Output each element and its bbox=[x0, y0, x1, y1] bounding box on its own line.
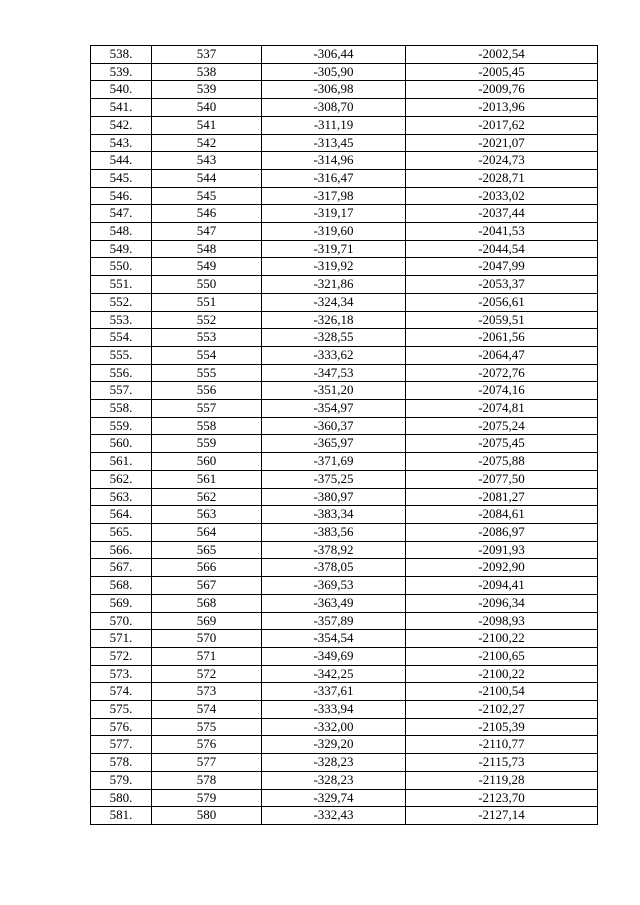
y-coordinate-cell: -2086,97 bbox=[406, 523, 598, 541]
x-coordinate-cell: -363,49 bbox=[262, 594, 406, 612]
row-number-cell: 558. bbox=[91, 400, 152, 418]
point-id-cell: 579 bbox=[152, 789, 262, 807]
point-id-cell: 546 bbox=[152, 205, 262, 223]
x-coordinate-cell: -333,62 bbox=[262, 346, 406, 364]
x-coordinate-cell: -369,53 bbox=[262, 577, 406, 595]
x-coordinate-cell: -365,97 bbox=[262, 435, 406, 453]
x-coordinate-cell: -328,23 bbox=[262, 771, 406, 789]
point-id-cell: 575 bbox=[152, 718, 262, 736]
row-number-cell: 574. bbox=[91, 683, 152, 701]
point-id-cell: 566 bbox=[152, 559, 262, 577]
y-coordinate-cell: -2127,14 bbox=[406, 807, 598, 825]
table-row bbox=[91, 329, 598, 347]
point-id-cell: 574 bbox=[152, 701, 262, 719]
row-number-cell: 545. bbox=[91, 169, 152, 187]
row-number-cell: 568. bbox=[91, 577, 152, 595]
row-number-cell: 543. bbox=[91, 134, 152, 152]
table-row bbox=[91, 665, 598, 683]
coordinates-table-body bbox=[91, 46, 598, 825]
table-row bbox=[91, 470, 598, 488]
table-row bbox=[91, 718, 598, 736]
table-row bbox=[91, 276, 598, 294]
table-row bbox=[91, 311, 598, 329]
table-row bbox=[91, 754, 598, 772]
point-id-cell: 557 bbox=[152, 400, 262, 418]
table-row bbox=[91, 541, 598, 559]
row-number-cell: 538. bbox=[91, 46, 152, 64]
point-id-cell: 547 bbox=[152, 223, 262, 241]
y-coordinate-cell: -2041,53 bbox=[406, 223, 598, 241]
x-coordinate-cell: -321,86 bbox=[262, 276, 406, 294]
table-row bbox=[91, 81, 598, 99]
x-coordinate-cell: -360,37 bbox=[262, 417, 406, 435]
row-number-cell: 572. bbox=[91, 647, 152, 665]
point-id-cell: 549 bbox=[152, 258, 262, 276]
row-number-cell: 550. bbox=[91, 258, 152, 276]
point-id-cell: 564 bbox=[152, 523, 262, 541]
x-coordinate-cell: -351,20 bbox=[262, 382, 406, 400]
x-coordinate-cell: -319,71 bbox=[262, 240, 406, 258]
table-row bbox=[91, 736, 598, 754]
y-coordinate-cell: -2044,54 bbox=[406, 240, 598, 258]
point-id-cell: 567 bbox=[152, 577, 262, 595]
table-row bbox=[91, 559, 598, 577]
x-coordinate-cell: -349,69 bbox=[262, 647, 406, 665]
x-coordinate-cell: -380,97 bbox=[262, 488, 406, 506]
x-coordinate-cell: -354,97 bbox=[262, 400, 406, 418]
y-coordinate-cell: -2053,37 bbox=[406, 276, 598, 294]
row-number-cell: 556. bbox=[91, 364, 152, 382]
table-row bbox=[91, 807, 598, 825]
y-coordinate-cell: -2074,16 bbox=[406, 382, 598, 400]
table-row bbox=[91, 630, 598, 648]
x-coordinate-cell: -319,92 bbox=[262, 258, 406, 276]
y-coordinate-cell: -2072,76 bbox=[406, 364, 598, 382]
row-number-cell: 557. bbox=[91, 382, 152, 400]
x-coordinate-cell: -308,70 bbox=[262, 99, 406, 117]
y-coordinate-cell: -2075,88 bbox=[406, 453, 598, 471]
table-row bbox=[91, 134, 598, 152]
row-number-cell: 560. bbox=[91, 435, 152, 453]
point-id-cell: 561 bbox=[152, 470, 262, 488]
table-row bbox=[91, 647, 598, 665]
y-coordinate-cell: -2005,45 bbox=[406, 63, 598, 81]
point-id-cell: 541 bbox=[152, 116, 262, 134]
y-coordinate-cell: -2021,07 bbox=[406, 134, 598, 152]
x-coordinate-cell: -319,60 bbox=[262, 223, 406, 241]
row-number-cell: 563. bbox=[91, 488, 152, 506]
table-row bbox=[91, 400, 598, 418]
point-id-cell: 569 bbox=[152, 612, 262, 630]
x-coordinate-cell: -306,98 bbox=[262, 81, 406, 99]
y-coordinate-cell: -2084,61 bbox=[406, 506, 598, 524]
table-row bbox=[91, 258, 598, 276]
row-number-cell: 541. bbox=[91, 99, 152, 117]
row-number-cell: 539. bbox=[91, 63, 152, 81]
table-row bbox=[91, 683, 598, 701]
point-id-cell: 570 bbox=[152, 630, 262, 648]
y-coordinate-cell: -2033,02 bbox=[406, 187, 598, 205]
y-coordinate-cell: -2100,54 bbox=[406, 683, 598, 701]
y-coordinate-cell: -2100,22 bbox=[406, 665, 598, 683]
table-row bbox=[91, 152, 598, 170]
point-id-cell: 556 bbox=[152, 382, 262, 400]
point-id-cell: 572 bbox=[152, 665, 262, 683]
row-number-cell: 580. bbox=[91, 789, 152, 807]
point-id-cell: 565 bbox=[152, 541, 262, 559]
row-number-cell: 570. bbox=[91, 612, 152, 630]
table-row bbox=[91, 240, 598, 258]
point-id-cell: 545 bbox=[152, 187, 262, 205]
y-coordinate-cell: -2024,73 bbox=[406, 152, 598, 170]
row-number-cell: 571. bbox=[91, 630, 152, 648]
point-id-cell: 580 bbox=[152, 807, 262, 825]
point-id-cell: 550 bbox=[152, 276, 262, 294]
y-coordinate-cell: -2064,47 bbox=[406, 346, 598, 364]
x-coordinate-cell: -319,17 bbox=[262, 205, 406, 223]
y-coordinate-cell: -2074,81 bbox=[406, 400, 598, 418]
point-id-cell: 537 bbox=[152, 46, 262, 64]
point-id-cell: 578 bbox=[152, 771, 262, 789]
y-coordinate-cell: -2123,70 bbox=[406, 789, 598, 807]
row-number-cell: 548. bbox=[91, 223, 152, 241]
y-coordinate-cell: -2028,71 bbox=[406, 169, 598, 187]
y-coordinate-cell: -2013,96 bbox=[406, 99, 598, 117]
table-row bbox=[91, 771, 598, 789]
point-id-cell: 573 bbox=[152, 683, 262, 701]
point-id-cell: 568 bbox=[152, 594, 262, 612]
row-number-cell: 540. bbox=[91, 81, 152, 99]
point-id-cell: 563 bbox=[152, 506, 262, 524]
table-row bbox=[91, 594, 598, 612]
x-coordinate-cell: -378,92 bbox=[262, 541, 406, 559]
table-row bbox=[91, 701, 598, 719]
table-row bbox=[91, 488, 598, 506]
point-id-cell: 555 bbox=[152, 364, 262, 382]
row-number-cell: 562. bbox=[91, 470, 152, 488]
x-coordinate-cell: -332,00 bbox=[262, 718, 406, 736]
row-number-cell: 581. bbox=[91, 807, 152, 825]
y-coordinate-cell: -2102,27 bbox=[406, 701, 598, 719]
row-number-cell: 576. bbox=[91, 718, 152, 736]
y-coordinate-cell: -2002,54 bbox=[406, 46, 598, 64]
x-coordinate-cell: -375,25 bbox=[262, 470, 406, 488]
x-coordinate-cell: -316,47 bbox=[262, 169, 406, 187]
y-coordinate-cell: -2119,28 bbox=[406, 771, 598, 789]
x-coordinate-cell: -378,05 bbox=[262, 559, 406, 577]
x-coordinate-cell: -328,55 bbox=[262, 329, 406, 347]
table-row bbox=[91, 205, 598, 223]
x-coordinate-cell: -357,89 bbox=[262, 612, 406, 630]
x-coordinate-cell: -313,45 bbox=[262, 134, 406, 152]
x-coordinate-cell: -311,19 bbox=[262, 116, 406, 134]
row-number-cell: 549. bbox=[91, 240, 152, 258]
table-row bbox=[91, 346, 598, 364]
row-number-cell: 566. bbox=[91, 541, 152, 559]
row-number-cell: 559. bbox=[91, 417, 152, 435]
table-row bbox=[91, 577, 598, 595]
y-coordinate-cell: -2075,45 bbox=[406, 435, 598, 453]
table-row bbox=[91, 417, 598, 435]
table-row bbox=[91, 293, 598, 311]
x-coordinate-cell: -354,54 bbox=[262, 630, 406, 648]
y-coordinate-cell: -2110,77 bbox=[406, 736, 598, 754]
row-number-cell: 573. bbox=[91, 665, 152, 683]
y-coordinate-cell: -2098,93 bbox=[406, 612, 598, 630]
x-coordinate-cell: -371,69 bbox=[262, 453, 406, 471]
x-coordinate-cell: -333,94 bbox=[262, 701, 406, 719]
table-row bbox=[91, 523, 598, 541]
row-number-cell: 546. bbox=[91, 187, 152, 205]
table-row bbox=[91, 364, 598, 382]
table-row bbox=[91, 453, 598, 471]
point-id-cell: 551 bbox=[152, 293, 262, 311]
y-coordinate-cell: -2056,61 bbox=[406, 293, 598, 311]
point-id-cell: 542 bbox=[152, 134, 262, 152]
row-number-cell: 561. bbox=[91, 453, 152, 471]
x-coordinate-cell: -383,34 bbox=[262, 506, 406, 524]
table-row bbox=[91, 169, 598, 187]
table-row bbox=[91, 116, 598, 134]
y-coordinate-cell: -2091,93 bbox=[406, 541, 598, 559]
point-id-cell: 538 bbox=[152, 63, 262, 81]
table-row bbox=[91, 223, 598, 241]
x-coordinate-cell: -326,18 bbox=[262, 311, 406, 329]
point-id-cell: 543 bbox=[152, 152, 262, 170]
point-id-cell: 539 bbox=[152, 81, 262, 99]
point-id-cell: 562 bbox=[152, 488, 262, 506]
x-coordinate-cell: -324,34 bbox=[262, 293, 406, 311]
row-number-cell: 578. bbox=[91, 754, 152, 772]
y-coordinate-cell: -2115,73 bbox=[406, 754, 598, 772]
y-coordinate-cell: -2100,65 bbox=[406, 647, 598, 665]
row-number-cell: 569. bbox=[91, 594, 152, 612]
point-id-cell: 553 bbox=[152, 329, 262, 347]
x-coordinate-cell: -347,53 bbox=[262, 364, 406, 382]
y-coordinate-cell: -2059,51 bbox=[406, 311, 598, 329]
coordinates-table bbox=[90, 45, 598, 825]
x-coordinate-cell: -342,25 bbox=[262, 665, 406, 683]
point-id-cell: 548 bbox=[152, 240, 262, 258]
point-id-cell: 554 bbox=[152, 346, 262, 364]
row-number-cell: 547. bbox=[91, 205, 152, 223]
y-coordinate-cell: -2081,27 bbox=[406, 488, 598, 506]
row-number-cell: 544. bbox=[91, 152, 152, 170]
table-row bbox=[91, 435, 598, 453]
y-coordinate-cell: -2017,62 bbox=[406, 116, 598, 134]
y-coordinate-cell: -2061,56 bbox=[406, 329, 598, 347]
table-row bbox=[91, 63, 598, 81]
x-coordinate-cell: -314,96 bbox=[262, 152, 406, 170]
table-row bbox=[91, 382, 598, 400]
row-number-cell: 579. bbox=[91, 771, 152, 789]
y-coordinate-cell: -2037,44 bbox=[406, 205, 598, 223]
row-number-cell: 542. bbox=[91, 116, 152, 134]
x-coordinate-cell: -317,98 bbox=[262, 187, 406, 205]
row-number-cell: 565. bbox=[91, 523, 152, 541]
y-coordinate-cell: -2096,34 bbox=[406, 594, 598, 612]
y-coordinate-cell: -2075,24 bbox=[406, 417, 598, 435]
table-row bbox=[91, 46, 598, 64]
point-id-cell: 576 bbox=[152, 736, 262, 754]
table-row bbox=[91, 187, 598, 205]
row-number-cell: 554. bbox=[91, 329, 152, 347]
y-coordinate-cell: -2105,39 bbox=[406, 718, 598, 736]
point-id-cell: 540 bbox=[152, 99, 262, 117]
row-number-cell: 564. bbox=[91, 506, 152, 524]
x-coordinate-cell: -329,20 bbox=[262, 736, 406, 754]
y-coordinate-cell: -2009,76 bbox=[406, 81, 598, 99]
row-number-cell: 567. bbox=[91, 559, 152, 577]
x-coordinate-cell: -305,90 bbox=[262, 63, 406, 81]
x-coordinate-cell: -383,56 bbox=[262, 523, 406, 541]
row-number-cell: 575. bbox=[91, 701, 152, 719]
y-coordinate-cell: -2092,90 bbox=[406, 559, 598, 577]
point-id-cell: 552 bbox=[152, 311, 262, 329]
table-row bbox=[91, 789, 598, 807]
row-number-cell: 577. bbox=[91, 736, 152, 754]
y-coordinate-cell: -2094,41 bbox=[406, 577, 598, 595]
row-number-cell: 551. bbox=[91, 276, 152, 294]
point-id-cell: 571 bbox=[152, 647, 262, 665]
x-coordinate-cell: -329,74 bbox=[262, 789, 406, 807]
x-coordinate-cell: -332,43 bbox=[262, 807, 406, 825]
row-number-cell: 553. bbox=[91, 311, 152, 329]
x-coordinate-cell: -337,61 bbox=[262, 683, 406, 701]
table-row bbox=[91, 506, 598, 524]
x-coordinate-cell: -328,23 bbox=[262, 754, 406, 772]
point-id-cell: 560 bbox=[152, 453, 262, 471]
point-id-cell: 544 bbox=[152, 169, 262, 187]
table-row bbox=[91, 612, 598, 630]
row-number-cell: 555. bbox=[91, 346, 152, 364]
y-coordinate-cell: -2047,99 bbox=[406, 258, 598, 276]
y-coordinate-cell: -2077,50 bbox=[406, 470, 598, 488]
y-coordinate-cell: -2100,22 bbox=[406, 630, 598, 648]
table-row bbox=[91, 99, 598, 117]
row-number-cell: 552. bbox=[91, 293, 152, 311]
point-id-cell: 558 bbox=[152, 417, 262, 435]
point-id-cell: 559 bbox=[152, 435, 262, 453]
x-coordinate-cell: -306,44 bbox=[262, 46, 406, 64]
point-id-cell: 577 bbox=[152, 754, 262, 772]
